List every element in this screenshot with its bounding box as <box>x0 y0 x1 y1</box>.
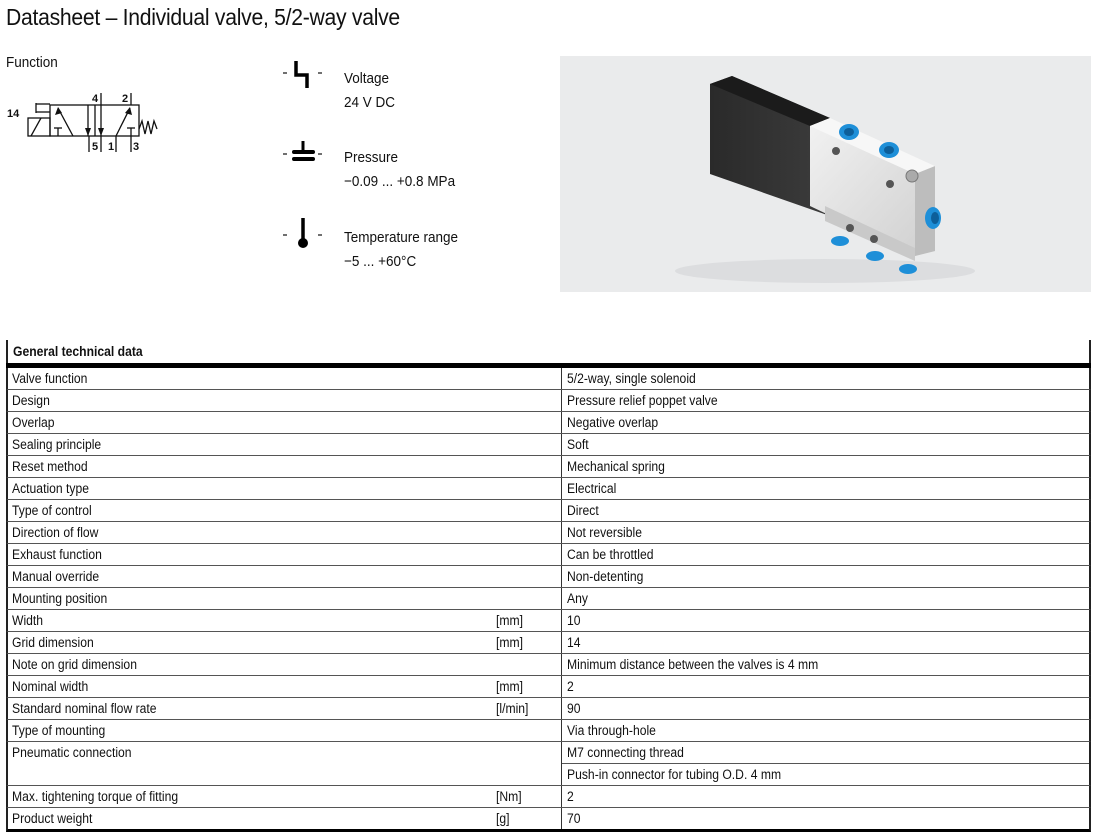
table-row <box>6 654 1091 676</box>
function-label: Function <box>6 54 58 71</box>
row-label: Nominal width <box>12 679 89 694</box>
row-unit: [mm] <box>496 613 523 628</box>
row-unit: [l/min] <box>496 701 529 716</box>
table-row <box>6 808 1091 832</box>
table-row <box>6 478 1091 500</box>
row-value: Minimum distance between the valves is 4 mm <box>567 657 819 672</box>
table-title: General technical data <box>13 344 143 359</box>
spec-temperature <box>280 217 500 270</box>
table-row <box>6 456 1091 478</box>
row-value: 14 <box>567 635 581 650</box>
table-row <box>6 742 1091 786</box>
row-label: Manual override <box>12 569 100 584</box>
page-title: Datasheet – Individual valve, 5/2-way valve <box>6 4 400 30</box>
row-value: Via through-hole <box>567 723 656 738</box>
table-row <box>6 368 1091 390</box>
spec-voltage-label: Voltage <box>344 70 390 87</box>
table-row <box>6 676 1091 698</box>
spec-temperature-value: −5 ... +60°C <box>344 253 417 270</box>
table-row <box>6 610 1091 632</box>
row-value: 10 <box>567 613 581 628</box>
row-label: Valve function <box>12 371 88 386</box>
row-label: Note on grid dimension <box>12 657 137 672</box>
row-value: Mechanical spring <box>567 459 665 474</box>
row-label: Mounting position <box>12 591 108 606</box>
table-row <box>6 522 1091 544</box>
voltage-icon <box>280 58 330 94</box>
row-label: Reset method <box>12 459 88 474</box>
row-value: Not reversible <box>567 525 642 540</box>
table-row <box>6 434 1091 456</box>
valve-circuit-symbol <box>0 85 170 155</box>
general-technical-data-table <box>6 340 1091 832</box>
row-value: Electrical <box>567 481 617 496</box>
spec-temperature-label: Temperature range <box>344 229 459 246</box>
spec-pressure <box>280 137 500 190</box>
row-label: Type of control <box>12 503 92 518</box>
solenoid-valve-illustration <box>560 56 1091 292</box>
port-label-5: 5 <box>92 141 99 153</box>
row-value: Can be throttled <box>567 547 654 562</box>
row-label: Product weight <box>12 811 93 826</box>
row-sub-divider <box>562 763 1089 764</box>
spec-voltage <box>280 58 500 111</box>
row-value: 90 <box>567 701 581 716</box>
product-image <box>560 56 1091 292</box>
port-label-3: 3 <box>133 141 140 153</box>
row-value: Non-detenting <box>567 569 644 584</box>
row-value: Any <box>567 591 588 606</box>
table-header <box>6 340 1091 363</box>
row-value-secondary: Push-in connector for tubing O.D. 4 mm <box>567 767 782 782</box>
row-value: M7 connecting thread <box>567 745 684 760</box>
row-unit: [Nm] <box>496 789 522 804</box>
row-label: Direction of flow <box>12 525 99 540</box>
row-label: Pneumatic connection <box>12 745 132 760</box>
row-unit: [mm] <box>496 679 523 694</box>
table-row <box>6 786 1091 808</box>
table-row <box>6 500 1091 522</box>
table-row <box>6 698 1091 720</box>
table-row <box>6 588 1091 610</box>
spec-pressure-value: −0.09 ... +0.8 MPa <box>344 173 456 190</box>
row-label: Type of mounting <box>12 723 106 738</box>
row-label: Width <box>12 613 44 628</box>
row-label: Max. tightening torque of fitting <box>12 789 179 804</box>
row-label: Actuation type <box>12 481 90 496</box>
row-label: Standard nominal flow rate <box>12 701 157 716</box>
spec-voltage-value: 24 V DC <box>344 94 396 111</box>
temperature-icon <box>280 217 330 253</box>
row-value: 2 <box>567 789 574 804</box>
row-value: Pressure relief poppet valve <box>567 393 718 408</box>
table-row <box>6 412 1091 434</box>
table-row <box>6 632 1091 654</box>
row-value: Negative overlap <box>567 415 659 430</box>
row-unit: [mm] <box>496 635 523 650</box>
row-label: Sealing principle <box>12 437 102 452</box>
table-row <box>6 566 1091 588</box>
row-unit: [g] <box>496 811 510 826</box>
row-label: Exhaust function <box>12 547 102 562</box>
row-value: Direct <box>567 503 599 518</box>
row-value: 2 <box>567 679 574 694</box>
row-value: 5/2-way, single solenoid <box>567 371 696 386</box>
pressure-icon <box>280 137 330 173</box>
port-label-1: 1 <box>108 141 115 153</box>
port-label-2: 2 <box>122 93 129 105</box>
table-row <box>6 390 1091 412</box>
table-row <box>6 544 1091 566</box>
row-label: Design <box>12 393 50 408</box>
spec-pressure-label: Pressure <box>344 149 399 166</box>
port-label-14: 14 <box>7 108 20 120</box>
row-value: Soft <box>567 437 589 452</box>
row-value: 70 <box>567 811 581 826</box>
table-row <box>6 720 1091 742</box>
row-label: Grid dimension <box>12 635 94 650</box>
port-label-4: 4 <box>92 93 99 105</box>
row-label: Overlap <box>12 415 55 430</box>
